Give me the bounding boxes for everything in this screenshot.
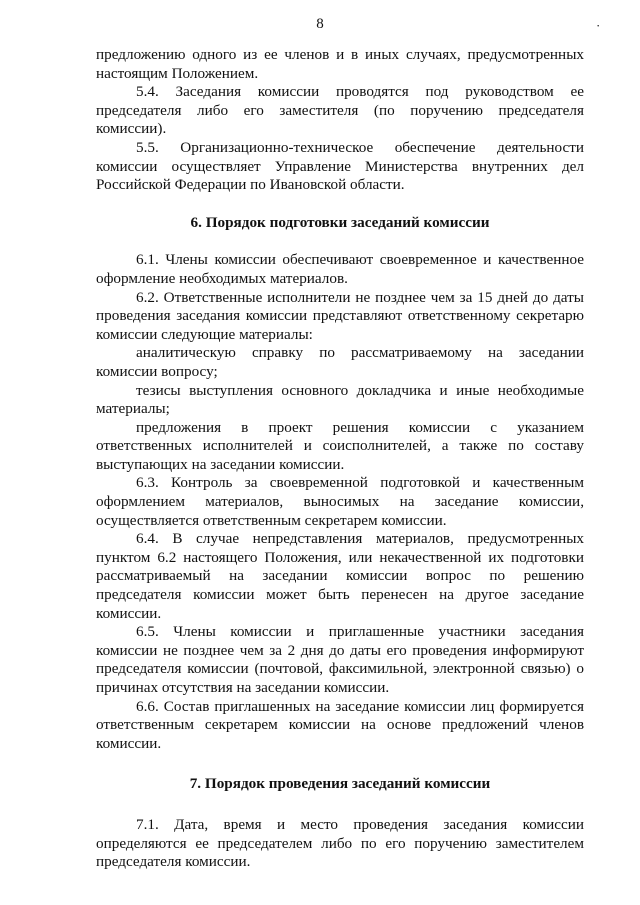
paragraph-6-5: 6.5. Члены комиссии и приглашенные участники заседания комиссии не позднее чем за 2 дня до даты его проведения информируют председателя комиссии (почтовой, факсимильной, электронной связью) о причинах отсутствия на заседании комиссии. bbox=[96, 623, 584, 696]
section-6-heading: 6. Порядок подготовки заседаний комиссии bbox=[190, 213, 490, 231]
paragraph-6-2: 6.2. Ответственные исполнители не позднее чем за 15 дней до даты проведения заседания комиссии представляют ответственному секретарю комиссии следующие материалы: bbox=[96, 288, 584, 343]
paragraph-6-4: 6.4. В случае непредставления материалов, предусмотренных пунктом 6.2 настоящего Положения, или некачественной их подготовки рассматриваемый на заседании комиссии вопрос по решению председателя комиссии может быть перенесен на другое заседание комиссии. bbox=[96, 530, 584, 622]
corner-mark: · bbox=[596, 18, 601, 33]
paragraph-6-1: 6.1. Члены комиссии обеспечивают своевременное и качественное оформление необходимых материалов. bbox=[96, 251, 584, 287]
document-body bbox=[96, 46, 584, 872]
list-item-analytic-report: аналитическую справку по рассматриваемому на заседании комиссии вопросу; bbox=[96, 344, 584, 380]
paragraph-5-4: 5.4. Заседания комиссии проводятся под руководством ее председателя либо его заместителя (по поручению председателя комиссии). bbox=[96, 83, 584, 138]
page-number: 8 bbox=[316, 16, 324, 32]
list-item-draft-decision: предложения в проект решения комиссии с указанием ответственных исполнителей и соисполнителей, а также по составу выступающих на заседании комиссии. bbox=[96, 418, 584, 473]
paragraph-5-5: 5.5. Организационно-техническое обеспечение деятельности комиссии осуществляет Управление Министерства внутренних дел Российской Федерации по Ивановской области. bbox=[96, 138, 584, 194]
section-7-heading: 7. Порядок проведения заседаний комиссии bbox=[189, 775, 491, 793]
paragraph-6-6: 6.6. Состав приглашенных на заседание комиссии лиц формируется ответственным секретарем комиссии на основе предложений членов комиссии. bbox=[96, 697, 584, 752]
paragraph-7-1: 7.1. Дата, время и место проведения заседания комиссии определяются ее председателем либо по его поручению заместителем председателя комиссии. bbox=[96, 815, 584, 871]
paragraph-6-3: 6.3. Контроль за своевременной подготовкой и качественным оформлением материалов, выносимых на заседание комиссии, осуществляется ответственным секретарем комиссии. bbox=[96, 474, 584, 529]
list-item-theses: тезисы выступления основного докладчика и иные необходимые материалы; bbox=[96, 381, 584, 418]
paragraph-5-3-continuation: предложению одного из ее членов и в иных случаях, предусмотренных настоящим Положением. bbox=[96, 46, 584, 82]
